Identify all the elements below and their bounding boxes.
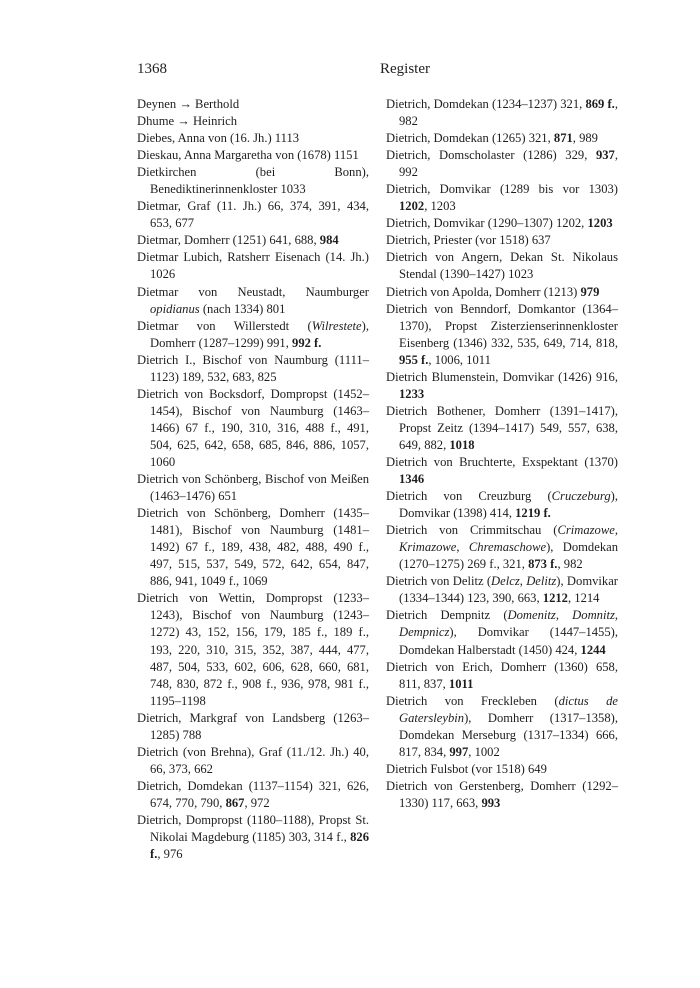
index-entry: Dietrich von Crimmitschau (Crimazowe, Krimazowe, Chremaschowe), Domdekan (1270–1275) 269 f., 321, 873 f., 982 (386, 523, 618, 572)
index-entry: Dietrich von Gerstenberg, Domherr (1292–1330) 117, 663, 993 (386, 778, 618, 810)
index-entry: Dietrich I., Bischof von Naumburg (1111–1123) 189, 532, 683, 825 (137, 352, 369, 384)
index-entry: Dietmar, Domherr (1251) 641, 688, 984 (137, 233, 339, 248)
index-entry: Dietkirchen (bei Bonn), Benediktinerinnenkloster 1033 (137, 165, 369, 197)
index-entry: Dietrich von Erich, Domherr (1360) 658, 811, 837, 1011 (386, 659, 618, 691)
index-entry: Dietrich von Schönberg, Bischof von Meißen (1463–1476) 651 (137, 472, 369, 504)
index-entry: Dhume → Heinrich (137, 114, 238, 129)
index-entry: Dietrich Blumenstein, Domvikar (1426) 916, 1233 (386, 369, 618, 401)
index-entry: Dietrich, Dompropst (1180–1188), Propst St. Nikolai Magdeburg (1185) 303, 314 f., 826 f., 976 (137, 812, 369, 862)
index-entry: Dietrich, Domdekan (1234–1237) 321, 869 f., 982 (386, 97, 618, 129)
index-column-right (386, 96, 618, 812)
index-entry: Dietrich (von Brehna), Graf (11./12. Jh.) 40, 66, 373, 662 (137, 744, 369, 776)
index-entry: Dietrich, Domdekan (1137–1154) 321, 626, 674, 770, 790, 867, 972 (137, 778, 369, 810)
index-entry: Dietrich Bothener, Domherr (1391–1417), Propst Zeitz (1394–1417) 549, 557, 638, 649, 882, 1018 (386, 403, 618, 452)
index-entry: Dietmar Lubich, Ratsherr Eisenach (14. Jh.) 1026 (137, 250, 369, 282)
index-entry: Dietrich von Apolda, Domherr (1213) 979 (386, 284, 600, 299)
index-entry: Dietrich von Creuzburg (Cruczeburg), Domvikar (1398) 414, 1219 f. (386, 489, 618, 521)
page-number: 1368 (137, 61, 167, 77)
index-entry: Dietrich Fulsbot (vor 1518) 649 (386, 761, 547, 776)
index-entry: Dietrich von Bocksdorf, Dompropst (1452–1454), Bischof von Naumburg (1463–1466) 67 f., 190, 310, 316, 488 f., 491, 504, 625, 642, 658, 685, 846, 886, 1057, 1060 (137, 386, 369, 469)
index-entry: Dietrich, Domscholaster (1286) 329, 937, 992 (386, 148, 618, 180)
running-header-title: Register (380, 61, 430, 77)
index-entry: Dietmar von Neustadt, Naumburger opidianus (nach 1334) 801 (137, 284, 369, 316)
index-entry: Diebes, Anna von (16. Jh.) 1113 (137, 131, 300, 146)
index-entry: Dietrich von Wettin, Dompropst (1233–1243), Bischof von Naumburg (1243–1272) 43, 152, 156, 179, 185 f., 189 f., 193, 220, 310, 315, 352, 387, 444, 477, 487, 504, 533, 602, 606, 628, 660, 681, 748, 830, 872 f., 908 f., 936, 978, 981 f., 1195–1198 (137, 591, 369, 708)
index-entry: Dietrich Dempnitz (Domenitz, Domnitz, Dempnicz), Domvikar (1447–1455), Domdekan Halberstadt (1450) 424, 1244 (386, 608, 619, 657)
index-entry: Dietrich, Domvikar (1290–1307) 1202, 1203 (386, 216, 613, 231)
index-entry: Deynen → Berthold (137, 97, 240, 111)
index-entry: Dietrich von Delitz (Delcz, Delitz), Domvikar (1334–1344) 123, 390, 663, 1212, 1214 (386, 574, 618, 606)
index-entry: Dieskau, Anna Margaretha von (1678) 1151 (137, 148, 359, 163)
index-column-left (137, 96, 369, 863)
index-entry: Dietmar von Willerstedt (Wilrestete), Domherr (1287–1299) 991, 992 f. (137, 318, 369, 350)
index-entry: Dietrich von Schönberg, Domherr (1435–1481), Bischof von Naumburg (1481–1492) 67 f., 189, 438, 482, 488, 490 f., 497, 515, 537, 549, 572, 642, 654, 847, 886, 941, 1049 f., 1069 (137, 506, 369, 589)
index-entry: Dietrich, Domdekan (1265) 321, 871, 989 (386, 131, 598, 146)
index-entry: Dietrich von Bruchterte, Exspektant (1370) 1346 (386, 454, 618, 487)
index-entry: Dietrich von Freckleben (dictus de Gatersleybin), Domherr (1317–1358), Domdekan Merseburg (1317–1334) 666, 817, 834, 997, 1002 (386, 693, 618, 759)
index-entry: Dietrich, Priester (vor 1518) 637 (386, 233, 551, 248)
index-entry: Dietmar, Graf (11. Jh.) 66, 374, 391, 434, 653, 677 (137, 199, 369, 231)
index-entry: Dietrich von Benndorf, Domkantor (1364–1370), Propst Zisterzienserinnenkloster Eisenberg (1346) 332, 535, 649, 714, 818, 955 f., 1006, 1011 (386, 301, 618, 367)
index-entry: Dietrich, Domvikar (1289 bis vor 1303) 1202, 1203 (386, 182, 618, 214)
index-entry: Dietrich von Angern, Dekan St. Nikolaus Stendal (1390–1427) 1023 (386, 250, 618, 282)
index-entry: Dietrich, Markgraf von Landsberg (1263–1285) 788 (137, 710, 369, 742)
